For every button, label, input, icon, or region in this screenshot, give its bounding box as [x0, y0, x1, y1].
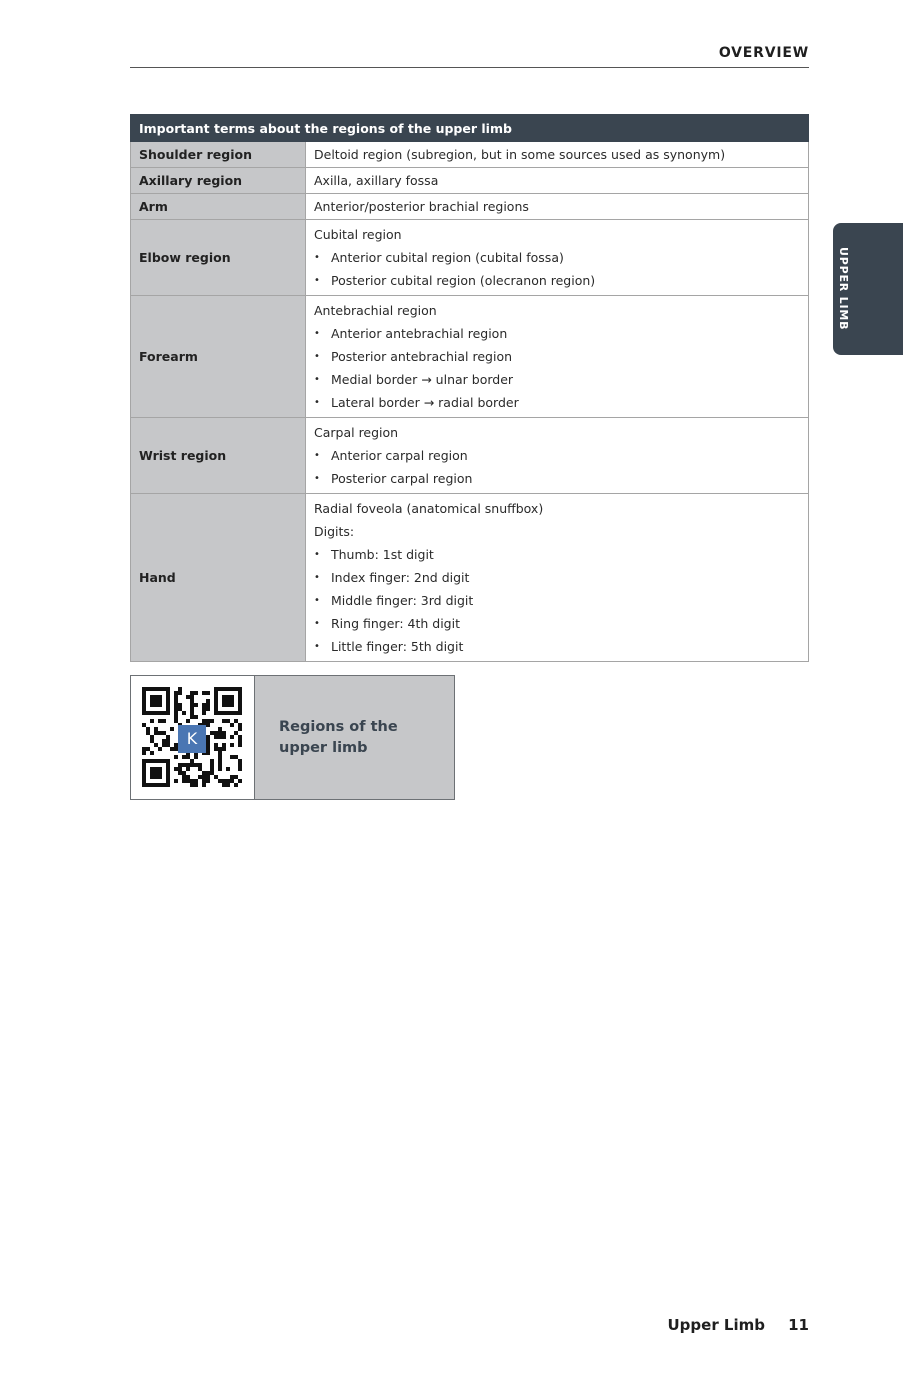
definition-cell — [306, 220, 809, 296]
definition-line: Radial foveola (anatomical snuffbox) — [314, 501, 544, 516]
qr-badge: K — [178, 725, 206, 753]
bullet-item: • Index finger: 2nd digit — [314, 566, 800, 589]
term-cell: Elbow region — [131, 220, 306, 296]
table-row — [131, 142, 809, 168]
table-row — [131, 168, 809, 194]
bullet-item: • Medial border → ulnar border — [314, 368, 800, 391]
term-cell: Arm — [131, 194, 306, 220]
bullet-item: • Ring finger: 4th digit — [314, 612, 800, 635]
chapter-tab-label: UPPER LIMB — [837, 247, 850, 331]
qr-reference-card[interactable] — [130, 675, 455, 800]
table-title: Important terms about the regions of the upper limb — [131, 115, 809, 142]
definition-cell — [306, 194, 809, 220]
definition-line: Digits: — [314, 524, 355, 539]
bullet-item: • Middle finger: 3rd digit — [314, 589, 800, 612]
bullet-item: • Anterior antebrachial region — [314, 322, 800, 345]
definition-line: Cubital region — [314, 227, 402, 242]
table-row — [131, 220, 809, 296]
term-cell: Shoulder region — [131, 142, 306, 168]
chapter-tab[interactable] — [833, 223, 903, 355]
table-row — [131, 418, 809, 494]
bullet-item: • Anterior carpal region — [314, 444, 800, 467]
section-title: OVERVIEW — [718, 45, 809, 61]
qr-code[interactable] — [131, 676, 255, 799]
definition-cell — [306, 142, 809, 168]
bullet-item: • Posterior antebrachial region — [314, 345, 800, 368]
definition-line: Anterior/posterior brachial regions — [314, 199, 529, 214]
term-cell: Hand — [131, 494, 306, 662]
table-row — [131, 194, 809, 220]
page-number: 11 — [788, 1316, 809, 1334]
definition-line: Carpal region — [314, 425, 399, 440]
table-row — [131, 494, 809, 662]
qr-card-title: Regions of the upper limb — [279, 718, 398, 756]
definition-cell — [306, 494, 809, 662]
definition-cell — [306, 168, 809, 194]
definition-cell — [306, 296, 809, 418]
bullet-item: • Little finger: 5th digit — [314, 635, 800, 658]
bullet-item: • Thumb: 1st digit — [314, 543, 800, 566]
definition-line: Axilla, axillary fossa — [314, 173, 439, 188]
bullet-item: • Posterior cubital region (olecranon region) — [314, 269, 800, 292]
definition-line: Antebrachial region — [314, 303, 437, 318]
qr-card-label — [255, 676, 454, 799]
table-row — [131, 296, 809, 418]
term-cell: Forearm — [131, 296, 306, 418]
definition-cell — [306, 418, 809, 494]
terms-table — [130, 114, 809, 662]
definition-line: Deltoid region (subregion, but in some sources used as synonym) — [314, 147, 726, 162]
header-divider — [130, 67, 809, 68]
bullet-item: • Posterior carpal region — [314, 467, 800, 490]
footer-book-title: Upper Limb — [667, 1316, 765, 1334]
term-cell: Wrist region — [131, 418, 306, 494]
bullet-item: • Lateral border → radial border — [314, 391, 800, 414]
term-cell: Axillary region — [131, 168, 306, 194]
bullet-item: • Anterior cubital region (cubital fossa) — [314, 246, 800, 269]
